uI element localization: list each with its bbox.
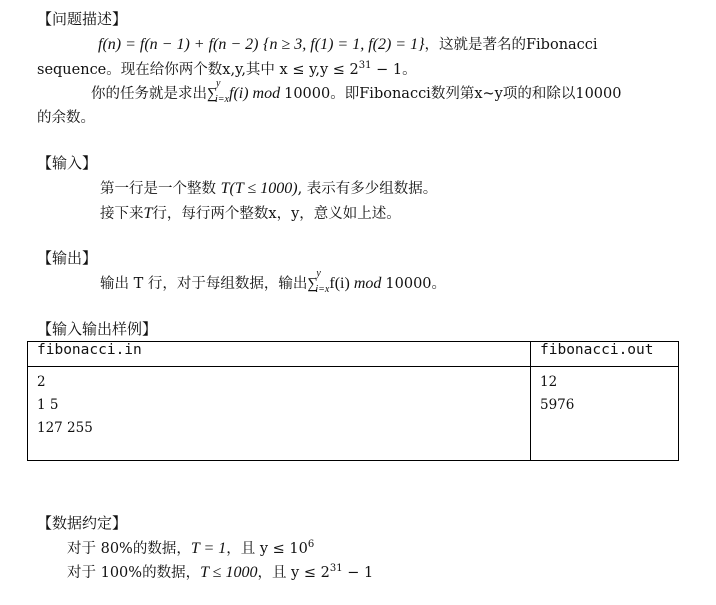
sample-heading: 【输入输出样例】 bbox=[37, 320, 158, 338]
task-line-2: 的余数。 bbox=[37, 110, 95, 126]
input-line-2 bbox=[100, 202, 401, 223]
input-line-1-math: T(T ≤ 1000) bbox=[220, 180, 298, 197]
recurrence-condition: {n ≥ 3, f(1) = 1, f(2) = 1} bbox=[263, 36, 425, 53]
formula-line bbox=[98, 33, 598, 54]
constraints-heading: 【数据约定】 bbox=[37, 514, 128, 532]
fi-term: f(i) bbox=[329, 275, 350, 292]
sequence-text: sequence。现在给你两个数x,y,其中 x ≤ y,y ≤ 2 bbox=[37, 62, 359, 78]
sample-table bbox=[27, 341, 679, 461]
mod-op: mod bbox=[248, 85, 285, 102]
constraint-line-2-text: 对于 100%的数据， bbox=[67, 565, 201, 581]
sample-output-line: 12 bbox=[540, 374, 558, 390]
input-line-1-text: 第一行是一个整数 bbox=[100, 181, 221, 197]
sample-input-cell bbox=[28, 367, 531, 461]
mod-number: 10000 bbox=[284, 86, 331, 102]
constraint-line-1 bbox=[67, 537, 314, 558]
exponent: 6 bbox=[307, 539, 315, 551]
output-line bbox=[100, 268, 447, 295]
output-heading: 【输出】 bbox=[37, 249, 98, 267]
input-line-2-text: 接下来 bbox=[100, 206, 144, 222]
constraint-line-2 bbox=[67, 561, 373, 582]
constraint-line-1-text: 对于 80%的数据， bbox=[67, 541, 191, 557]
mod-op: mod bbox=[349, 275, 386, 292]
output-line-text: 输出 T 行，对于每组数据，输出 bbox=[100, 276, 308, 292]
input-line-1-tail: , 表示有多少组数据。 bbox=[297, 181, 438, 197]
problem-heading: 【问题描述】 bbox=[37, 10, 128, 28]
task-text-b: 。即Fibonacci数列第x~y项的和除以10000 bbox=[330, 86, 622, 102]
formula-suffix: ，这就是著名的Fibonacci bbox=[424, 37, 598, 53]
sequence-tail: − 1。 bbox=[371, 62, 417, 78]
column-header-output: fibonacci.out bbox=[531, 342, 679, 367]
input-line-2-tail: 行，每行两个整数x，y，意义如上述。 bbox=[152, 206, 401, 222]
constraint-line-1-tail: ，且 y ≤ 10 bbox=[226, 541, 308, 557]
sample-output-line: 5976 bbox=[540, 397, 575, 413]
input-heading: 【输入】 bbox=[37, 154, 98, 172]
output-line-tail: 。 bbox=[431, 276, 447, 292]
sequence-line bbox=[37, 58, 417, 79]
column-header-input: fibonacci.in bbox=[28, 342, 531, 367]
mod-number: 10000 bbox=[385, 276, 432, 292]
exponent: 31 bbox=[329, 563, 343, 575]
recurrence-formula: f(n) = f(n − 1) + f(n − 2) bbox=[98, 36, 259, 53]
constraint-line-2-end: − 1 bbox=[342, 565, 374, 581]
sample-input-line: 127 255 bbox=[37, 420, 93, 436]
input-line-1 bbox=[100, 177, 437, 198]
sample-output-cell bbox=[531, 367, 679, 461]
constraint-line-2-tail: ，且 y ≤ 2 bbox=[257, 565, 330, 581]
task-line bbox=[91, 78, 622, 105]
summation-symbol: ∑ y i=x bbox=[207, 78, 229, 105]
input-line-2-math: T bbox=[143, 205, 153, 222]
sample-input-line: 2 bbox=[37, 374, 46, 390]
task-text: 你的任务就是求出 bbox=[91, 86, 207, 102]
constraint-line-2-math: T ≤ 1000 bbox=[200, 564, 258, 581]
exponent: 31 bbox=[358, 60, 372, 72]
summation-symbol: ∑ y i=x bbox=[307, 268, 330, 295]
constraint-line-1-math: T = 1 bbox=[190, 540, 227, 557]
fi-term: f(i) bbox=[229, 85, 249, 102]
sample-input-line: 1 5 bbox=[37, 397, 59, 413]
